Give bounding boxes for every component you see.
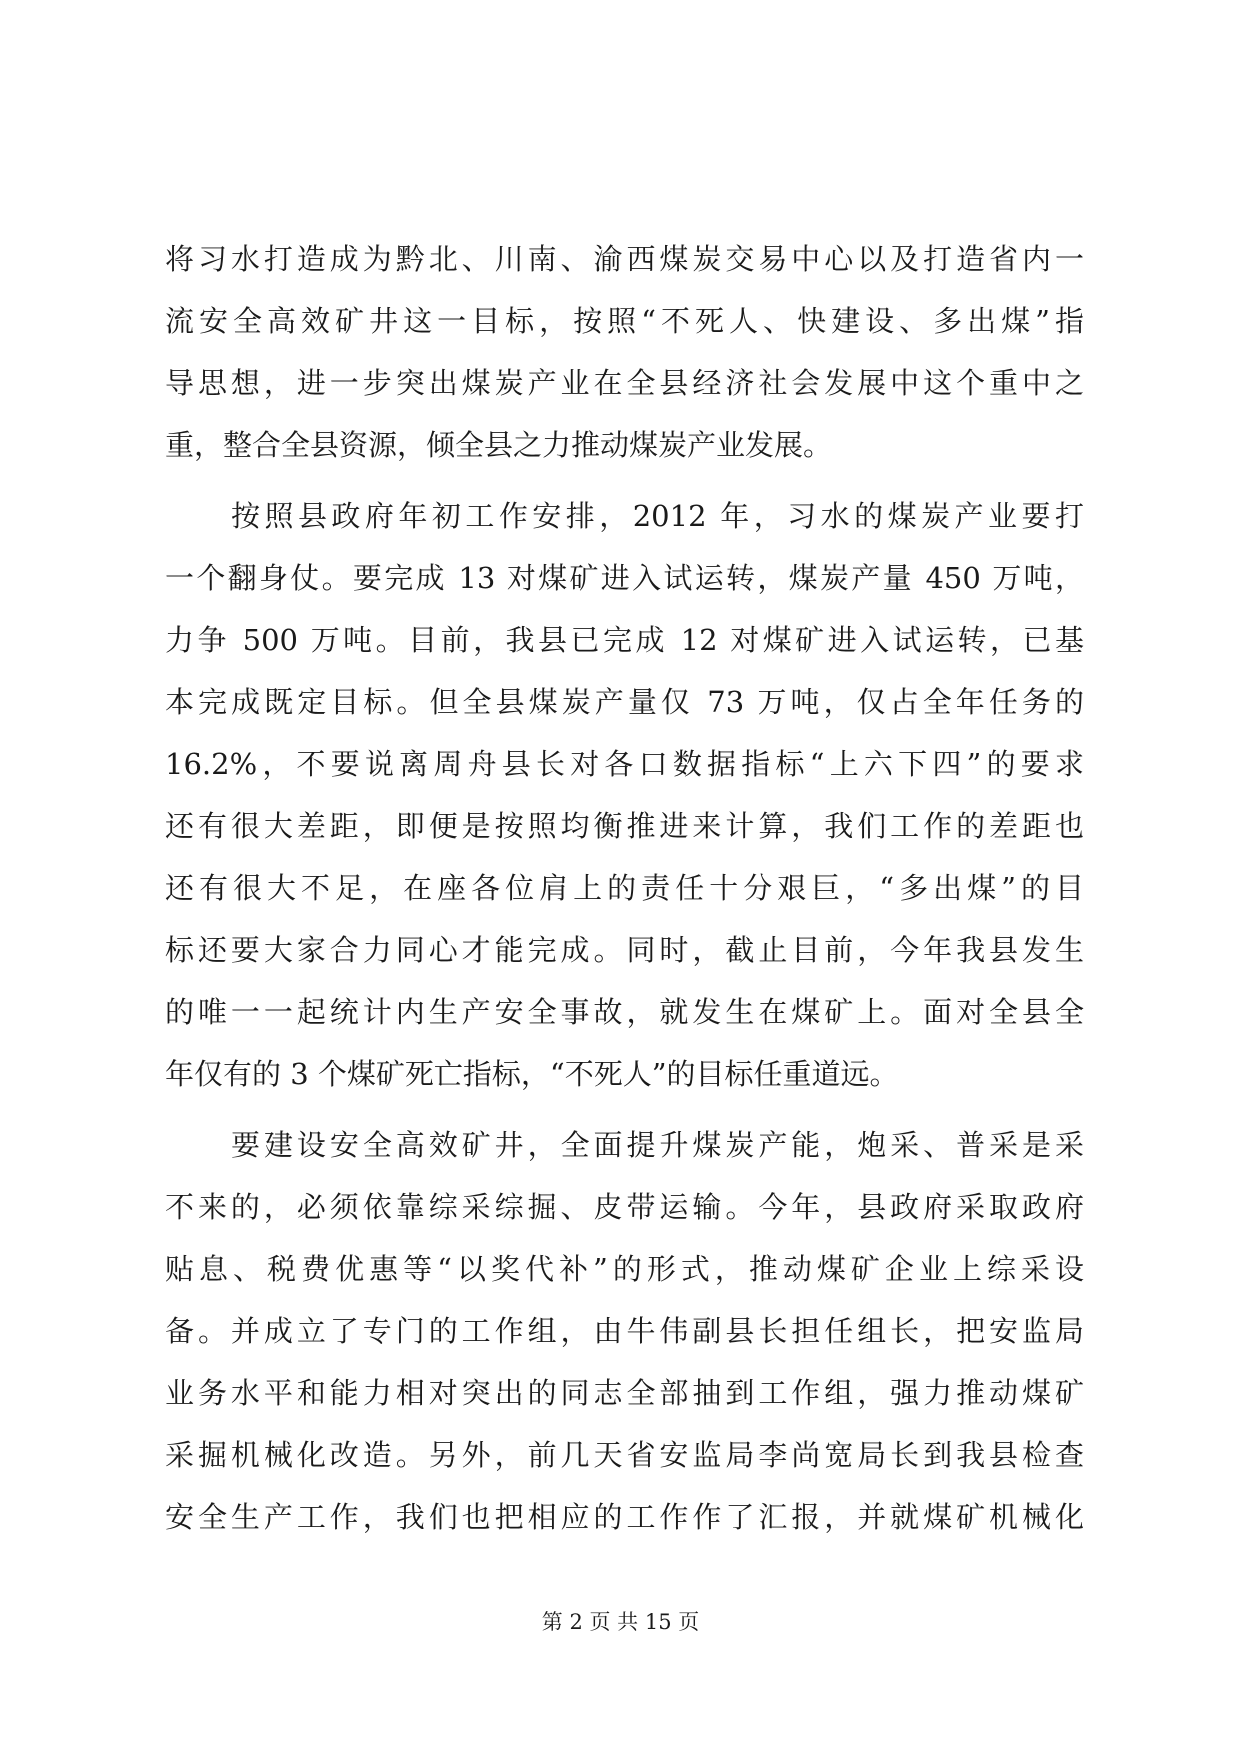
text-line: 还有很大不足，在座各位肩上的责任十分艰巨，“多出煤”的目: [165, 871, 1084, 905]
text-line: 16.2%，不要说离周舟县长对各口数据指标“上六下四”的要求: [165, 747, 1084, 781]
paragraph-3: [165, 1114, 1084, 1548]
text-line: 安全生产工作，我们也把相应的工作作了汇报，并就煤矿机械化: [165, 1500, 1084, 1534]
paragraph-1: [165, 228, 1084, 476]
text-line: 备。并成立了专门的工作组，由牛伟副县长担任组长，把安监局: [165, 1314, 1084, 1348]
text-line: 力争 500 万吨。目前，我县已完成 12 对煤矿进入试运转，已基: [165, 623, 1084, 657]
page-footer: [0, 1608, 1241, 1636]
text-line: 业务水平和能力相对突出的同志全部抽到工作组，强力推动煤矿: [165, 1376, 1084, 1410]
text-line: 流安全高效矿井这一目标，按照“不死人、快建设、多出煤”指: [165, 304, 1084, 338]
paragraph-gap: [165, 476, 1084, 485]
text-line: 将习水打造成为黔北、川南、渝西煤炭交易中心以及打造省内一: [165, 242, 1084, 276]
text-line: 要建设安全高效矿井，全面提升煤炭产能，炮采、普采是采: [231, 1128, 1084, 1162]
text-line: 的唯一一起统计内生产安全事故，就发生在煤矿上。面对全县全: [165, 995, 1084, 1029]
text-line: 重，整合全县资源，倾全县之力推动煤炭产业发展。: [165, 428, 833, 462]
body-text: [165, 228, 1084, 1548]
paragraph-2: [165, 485, 1084, 1105]
text-line: 不来的，必须依靠综采综掘、皮带运输。今年，县政府采取政府: [165, 1190, 1084, 1224]
text-line: 导思想，进一步突出煤炭产业在全县经济社会发展中这个重中之: [165, 366, 1084, 400]
text-line: 采掘机械化改造。另外，前几天省安监局李尚宽局长到我县检查: [165, 1438, 1084, 1472]
text-line: 按照县政府年初工作安排，2012 年，习水的煤炭产业要打: [231, 499, 1084, 533]
text-line: 一个翻身仗。要完成 13 对煤矿进入试运转，煤炭产量 450 万吨，: [165, 561, 1084, 595]
text-line: 贴息、税费优惠等“以奖代补”的形式，推动煤矿企业上综采设: [165, 1252, 1084, 1286]
text-line: 标还要大家合力同心才能完成。同时，截止目前，今年我县发生: [165, 933, 1084, 967]
text-line: 年仅有的 3 个煤矿死亡指标，“不死人”的目标任重道远。: [165, 1057, 899, 1091]
text-line: 还有很大差距，即便是按照均衡推进来计算，我们工作的差距也: [165, 809, 1084, 843]
page-number: 第 2 页 共 15 页: [541, 1610, 700, 1634]
text-line: 本完成既定目标。但全县煤炭产量仅 73 万吨，仅占全年任务的: [165, 685, 1084, 719]
paragraph-gap: [165, 1105, 1084, 1114]
